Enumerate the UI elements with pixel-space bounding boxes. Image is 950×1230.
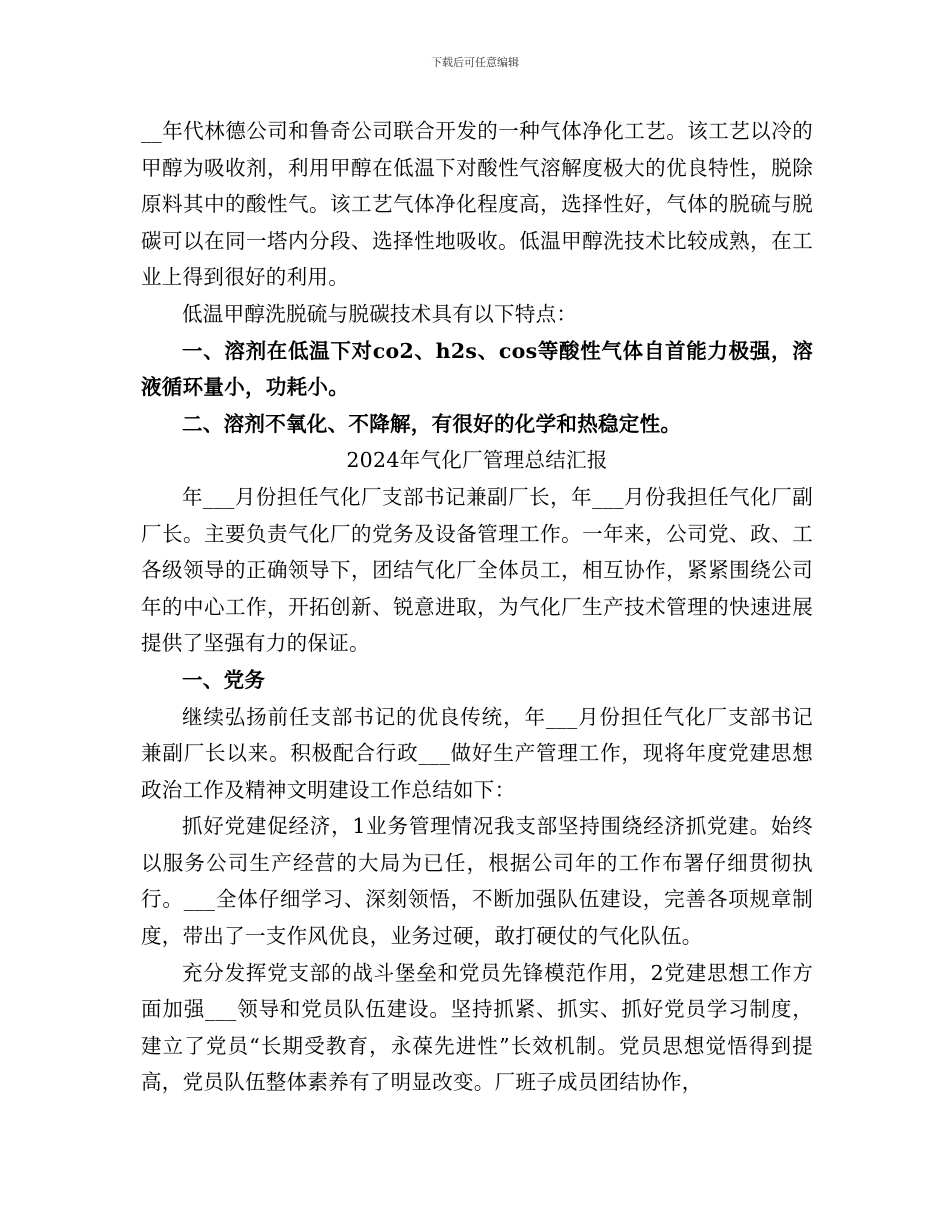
section-heading-party-affairs: 一、党务 [182,667,266,692]
paragraph-process-intro: __年代林德公司和鲁奇公司联合开发的一种气体净化工艺。该工艺以冷的甲醇为吸收剂，利用甲醇在低温下对酸性气溶解度极大的优良特性，脱除原料其中的酸性气。该工艺气体净化程度高，选择性好，气体的脱硫与脱碳可以在同一塔内分段、选择性地吸收。低温甲醇洗技术比较成熟，在工业上得到很好的利用。 [141,119,813,290]
paragraph-feature-two: 二、溶剂不氧化、不降解，有很好的化学和热稳定性。 [182,411,682,436]
paragraph-party-vanguard: 充分发挥党支部的战斗堡垒和党员先锋模范作用，2党建思想工作方面加强___领导和党员队伍建设。坚持抓紧、抓实、抓好党员学习制度，建立了党员“长期受教育，永葆先进性”长效机制。党员思想觉悟得到提高，党员队伍整体素养有了明显改变。厂班子成员团结协作， [141,960,813,1095]
paragraph-summary-intro: 年___月份担任气化厂支部书记兼副厂长，年___月份我担任气化厂副厂长。主要负责气化厂的党务及设备管理工作。一年来，公司党、政、工各级领导的正确领导下，团结气化厂全体员工，相互协作，紧紧围绕公司年的中心工作，开拓创新、锐意进取，为气化厂生产技术管理的快速进展提供了坚强有力的保证。 [141,484,813,656]
page-header-note: 下载后可任意编辑 [431,56,519,69]
paragraph-party-economy: 抓好党建促经济，1业务管理情况我支部坚持围绕经济抓党建。始终以服务公司生产经营的大局为已任，根据公司年的工作布署仔细贯彻执行。___全体仔细学习、深刻领悟，不断加强队伍建设，完善各项规章制度，带出了一支作风优良，业务过硬，敢打硬仗的气化队伍。 [141,814,813,949]
paragraph-feature-one: 一、溶剂在低温下对co2、h2s、cos等酸性气体自首能力极强，溶液循环量小，功耗小。 [141,338,813,400]
document-title: 2024年气化厂管理总结汇报 [346,448,608,473]
document-body [141,113,813,1101]
paragraph-party-continuation: 继续弘扬前任支部书记的优良传统，年___月份担任气化厂支部书记兼副厂长以来。积极配合行政___做好生产管理工作，现将年度党建思想政治工作及精神文明建设工作总结如下： [141,704,813,802]
paragraph-features-lead: 低温甲醇洗脱硫与脱碳技术具有以下特点： [182,301,578,326]
